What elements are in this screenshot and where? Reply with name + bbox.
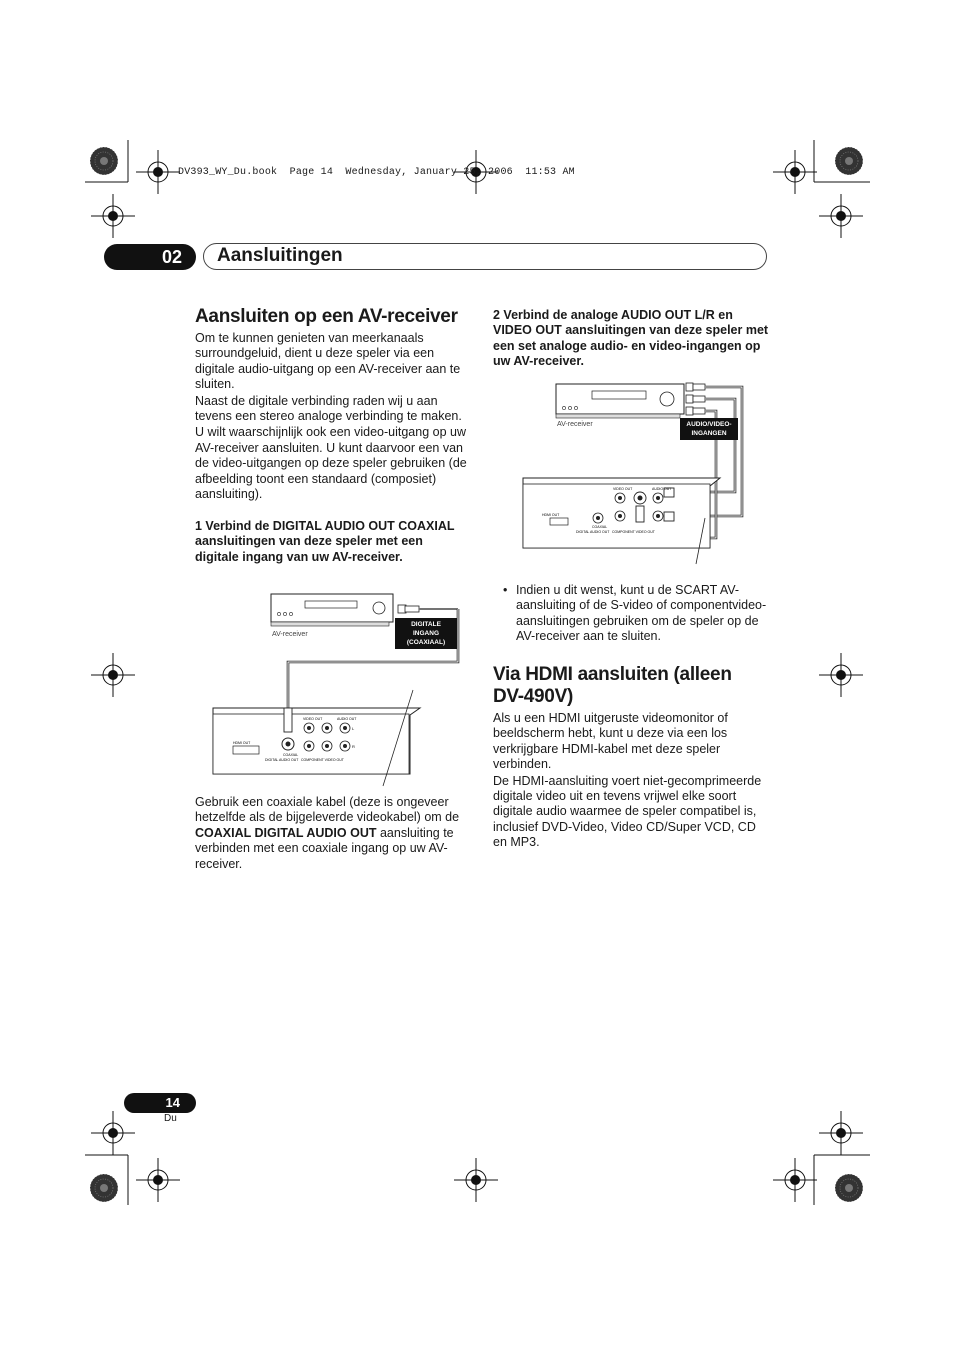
diagram1-receiver-label: AV-receiver (272, 631, 308, 638)
left-para-3: U wilt waarschijnlijk ook een video-uitgang op uw AV-receiver aansluiten. U kunt daarvoor een van de video-uitgangen op deze speler gebruiken (de afbeelding toont een standaard (composiet) aansluiting). (195, 425, 467, 502)
diagram1-input-tag (395, 618, 457, 649)
diagram2-tag-line2: INGANGEN (691, 430, 727, 437)
section-heading-hdmi: Via HDMI aansluiten (alleen DV-490V) (493, 664, 732, 707)
hdmi-text (493, 711, 765, 851)
section-heading-av-receiver: Aansluiten op een AV-receiver (195, 306, 458, 327)
diagram2-receiver-label: AV-receiver (557, 421, 593, 428)
diagram2-tag-line1: AUDIO/VIDEO- (686, 421, 732, 428)
hdmi-para-1: Als u een HDMI uitgeruste videomonitor of beeldscherm hebt, kunt u deze via een los verkrijgbare HDMI-kabel met deze speler verbinden. (493, 711, 728, 772)
page-number-badge: 14 (124, 1093, 196, 1113)
diagram1-tag-line1: DIGITALE INGANG (411, 621, 441, 637)
diagram2-input-tag (680, 418, 738, 440)
hdmi-label-2: HDMI OUT (542, 513, 560, 517)
diagram1-tag-line2: (COAXIAAL) (406, 639, 446, 646)
step-2: 2 Verbind de analoge AUDIO OUT L/R en VIDEO OUT aansluitingen van deze speler met een set analoge audio- en video-ingangen op uw AV-receiver. (493, 308, 769, 369)
component-label-2: COMPONENT VIDEO OUT (612, 530, 655, 534)
av-receiver-illustration-2 (556, 384, 684, 418)
left-para-2: Naast de digitale verbinding raden wij u aan tevens een stereo analoge verbinding te maken. (195, 393, 462, 424)
digital-out-label: DIGITAL AUDIO OUT (265, 758, 299, 762)
chapter-number-badge: 02 (104, 244, 196, 270)
dvd-player-illustration (213, 690, 420, 786)
left-para-4-b: aansluiting te verbinden met een coaxiale ingang op uw AV-receiver. (195, 825, 454, 871)
video-out-label-2: VIDEO OUT (613, 487, 633, 491)
page-language: Du (164, 1113, 177, 1124)
audio-out-label-2: AUDIO OUT (652, 487, 672, 491)
component-label: COMPONENT VIDEO OUT (301, 758, 344, 762)
left-intro (195, 331, 470, 502)
coax-label-2: COAXIAL (592, 525, 608, 529)
av-receiver-illustration (271, 594, 393, 626)
book-info-line: DV393_WY_Du.book Page 14 Wednesday, January 25, 2006 11:53 AM (178, 167, 575, 178)
video-out-label: VIDEO OUT (303, 717, 323, 721)
left-para-1: Om te kunnen genieten van meerkanaals surroundgeluid, dient u deze speler via een digitale audio-uitgang op een AV-receiver aan te sluiten. (195, 331, 461, 392)
left-para-4-a: Gebruik een coaxiale kabel (deze is ongeveer hetzelfde als de bijgeleverde videokabel) om de (195, 795, 460, 825)
bullet-mark: • (503, 583, 508, 597)
l-label: L (352, 726, 355, 731)
left-para-4-bold: COAXIAL DIGITAL AUDIO OUT (195, 825, 377, 840)
digital-out-label-2: DIGITAL AUDIO OUT (576, 530, 610, 534)
step-1: 1 Verbind de DIGITAL AUDIO OUT COAXIAL aansluitingen van deze speler met een digitale ingang van uw AV-receiver. (195, 519, 455, 564)
hdmi-label: HDMI OUT (233, 741, 251, 745)
chapter-title: Aansluitingen (217, 245, 343, 266)
audio-out-label: AUDIO OUT (337, 717, 357, 721)
analog-connection-diagram (520, 378, 760, 568)
hdmi-para-2: De HDMI-aansluiting voert niet-gecomprimeerde digitale video uit en tevens vrijwel elke soort digitale audio waarmee de speler compatibel is, inclusief DVD-Video, Video CD/Super VCD, CD en MP3. (493, 773, 762, 850)
bullet-text: Indien u dit wenst, kunt u de SCART AV-aansluiting of de S-video of componentvideo-aansluitingen gebruiken om de speler op de AV-receiver aan te sluiten. (516, 583, 767, 644)
coax-label: COAXIAL (283, 753, 299, 757)
r-label: R (352, 744, 355, 749)
left-para-4 (195, 795, 470, 872)
